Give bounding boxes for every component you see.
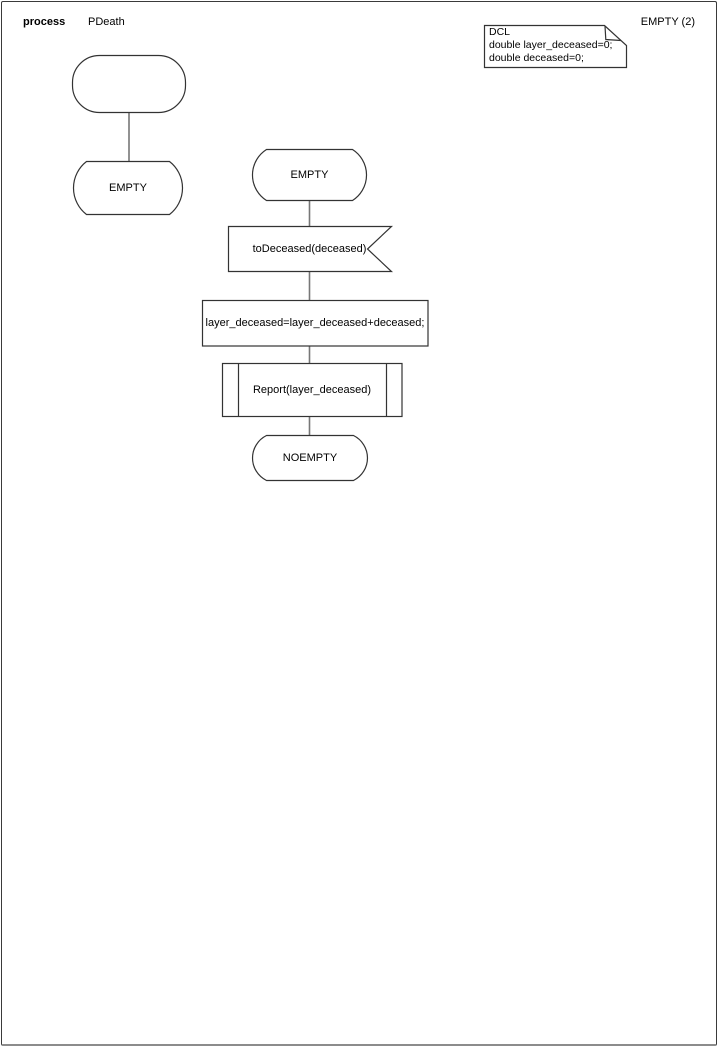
state-noempty-label: NOEMPTY [282,452,338,464]
state-symbol-noempty[interactable] [253,436,368,481]
input-signal-label: toDeceased(deceased) [252,243,367,255]
procedure-call-symbol[interactable] [223,364,403,417]
process-keyword: process [23,16,66,28]
state-empty-left-label: EMPTY [109,182,147,194]
declaration-line: DCL [489,26,511,38]
procedure-call-label: Report(layer_deceased) [252,384,371,396]
start-symbol[interactable] [73,56,186,113]
page-label: EMPTY (2) [640,16,695,28]
input-symbol[interactable] [229,227,392,272]
process-name: PDeath [88,16,125,28]
declaration-line: double deceased=0; [489,52,584,64]
state-empty-label: EMPTY [290,169,329,181]
task-symbol[interactable] [203,301,429,347]
task-label: layer_deceased=layer_deceased+deceased; [205,317,425,329]
declaration-note[interactable] [485,26,627,68]
state-symbol-empty[interactable] [252,150,366,201]
state-symbol-empty-left[interactable] [73,162,182,215]
declaration-line: double layer_deceased=0; [489,39,613,51]
